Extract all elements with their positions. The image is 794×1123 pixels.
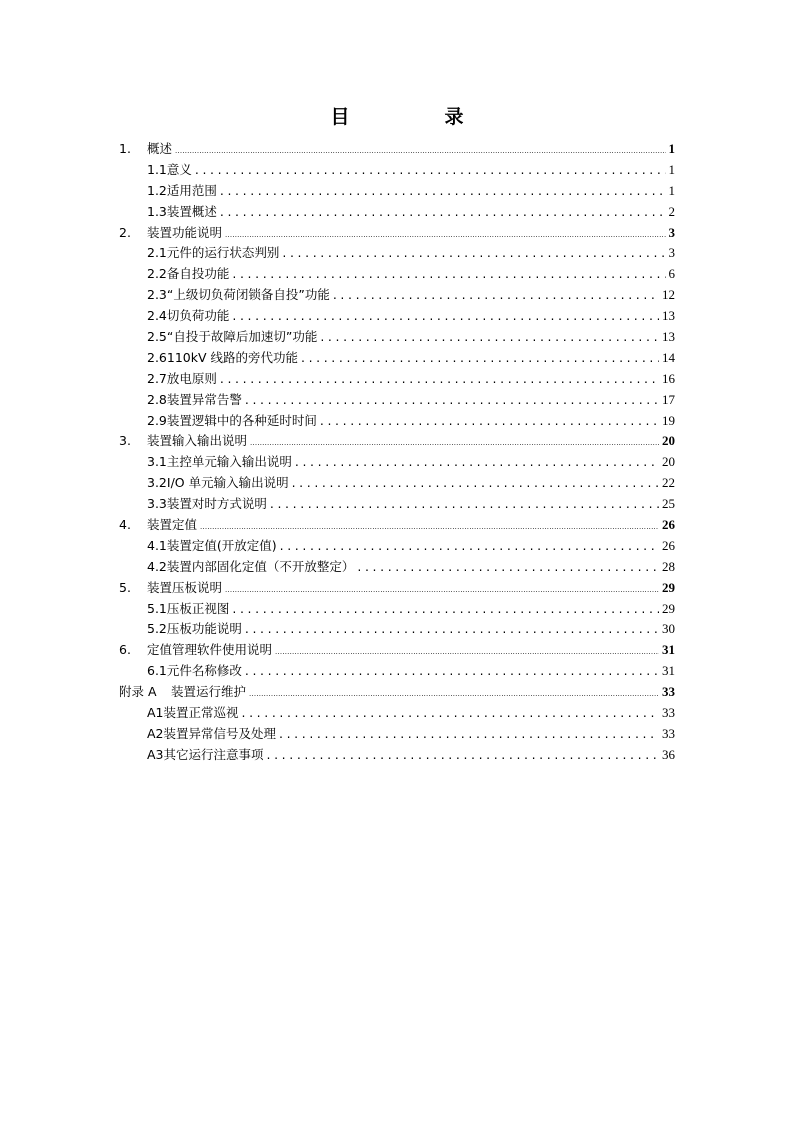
toc-entry-title: 装置异常告警 [166, 391, 242, 407]
dot-leader [195, 160, 666, 181]
toc-entry-title: 主控单元输入输出说明 [166, 454, 292, 470]
toc-page-number: 33 [662, 705, 675, 721]
toc-entry-number: 附录 A [119, 684, 157, 700]
toc-section-entry[interactable] [119, 557, 675, 578]
toc-entry-number: 5.1 [147, 600, 167, 616]
toc-section-entry[interactable] [119, 703, 675, 724]
toc-entry-title: 装置异常信号及处理 [163, 725, 277, 741]
toc-chapter-entry[interactable] [119, 139, 675, 160]
toc-entry-number: 2.2 [147, 266, 167, 282]
toc-entry-number: 2.8 [147, 391, 167, 407]
dot-leader [267, 745, 659, 766]
toc-section-entry[interactable] [119, 285, 675, 306]
dot-leader [275, 642, 659, 663]
toc-entry-number: 2.1 [147, 245, 167, 261]
toc-page-number: 2 [668, 203, 675, 219]
toc-chapter-entry[interactable] [119, 515, 675, 536]
toc-entry-number: 2.4 [147, 308, 167, 324]
toc-page-number: 29 [662, 600, 675, 616]
dot-leader [270, 494, 659, 515]
dot-leader [220, 181, 666, 202]
toc-entry-title: 元件名称修改 [166, 663, 242, 679]
dot-leader [320, 411, 659, 432]
toc-entry-title: 适用范围 [166, 182, 217, 198]
dot-leader [320, 327, 659, 348]
toc-entry-number: 3.2 [147, 475, 167, 491]
toc-entry-title: 装置正常巡视 [163, 705, 239, 721]
toc-page-number: 17 [662, 391, 675, 407]
toc-page-number: 19 [662, 412, 675, 428]
toc-section-entry[interactable] [119, 369, 675, 390]
toc-page-number: 36 [662, 746, 675, 762]
toc-entry-title: 装置对时方式说明 [166, 496, 267, 512]
dot-leader [279, 724, 659, 745]
toc-entry-number: 3.1 [147, 454, 167, 470]
toc-page-number: 31 [662, 642, 675, 658]
toc-entry-number: 1.1 [147, 161, 167, 177]
toc-page-number: 28 [662, 558, 675, 574]
toc-page-number: 20 [662, 433, 675, 449]
toc-entry-title: “上级切负荷闭锁备自投”功能 [166, 287, 330, 303]
toc-entry-number: 4.2 [147, 558, 167, 574]
toc-section-entry[interactable] [119, 599, 675, 620]
toc-section-entry[interactable] [119, 327, 675, 348]
dot-leader [232, 264, 665, 285]
toc-entry-number: 4. [119, 517, 131, 533]
toc-section-entry[interactable] [119, 306, 675, 327]
toc-page-number: 25 [662, 496, 675, 512]
toc-chapter-entry[interactable] [119, 431, 675, 452]
toc-page-number: 6 [668, 266, 675, 282]
toc-section-entry[interactable] [119, 181, 675, 202]
toc-section-entry[interactable] [119, 390, 675, 411]
toc-entry-number: 2.9 [147, 412, 167, 428]
toc-section-entry[interactable] [119, 348, 675, 369]
toc-entry-number: 2.3 [147, 287, 167, 303]
toc-page-number: 3 [668, 245, 675, 261]
toc-entry-number: 1.3 [147, 203, 167, 219]
toc-entry-title: 装置压板说明 [147, 579, 223, 595]
toc-entry-title: 压板功能说明 [166, 621, 242, 637]
toc-entry-title: 放电原则 [166, 370, 217, 386]
dot-leader [245, 619, 659, 640]
toc-chapter-entry[interactable] [119, 640, 675, 661]
toc-section-entry[interactable] [119, 473, 675, 494]
toc-entry-number: 2. [119, 224, 131, 240]
toc-section-entry[interactable] [119, 536, 675, 557]
dot-leader [282, 243, 665, 264]
toc-page-number: 22 [662, 475, 675, 491]
toc-entry-number: 4.1 [147, 537, 167, 553]
toc-entry-title: 装置内部固化定值（不开放整定） [166, 558, 355, 574]
toc-entry-number: 5. [119, 579, 131, 595]
toc-section-entry[interactable] [119, 494, 675, 515]
toc-section-entry[interactable] [119, 724, 675, 745]
dot-leader [242, 703, 659, 724]
toc-page-number: 26 [662, 537, 675, 553]
toc-section-entry[interactable] [119, 243, 675, 264]
toc-entry-title: 装置运行维护 [171, 684, 247, 700]
toc-entry-number: A3 [147, 746, 164, 762]
dot-leader [225, 225, 665, 246]
toc-page-number: 13 [662, 308, 675, 324]
toc-page-number: 31 [662, 663, 675, 679]
toc-chapter-entry[interactable] [119, 223, 675, 244]
toc-entry-title: 装置逻辑中的各种延时时间 [166, 412, 317, 428]
dot-leader [225, 580, 659, 601]
toc-page-number: 1 [668, 182, 675, 198]
dot-leader [301, 348, 659, 369]
toc-entry-number: A1 [147, 705, 164, 721]
toc-page-number: 13 [662, 329, 675, 345]
toc-entry-number: 2.7 [147, 370, 167, 386]
toc-entry-title: 元件的运行状态判别 [166, 245, 280, 261]
dot-leader [245, 661, 659, 682]
toc-page-number: 29 [662, 579, 675, 595]
toc-page-number: 14 [662, 349, 675, 365]
toc-page-number: 33 [662, 684, 675, 700]
page-title: 目 录 [330, 106, 502, 128]
dot-leader [220, 369, 659, 390]
toc-page-number: 1 [668, 141, 675, 156]
toc-entry-title: 其它运行注意事项 [163, 746, 264, 762]
dot-leader [175, 141, 665, 162]
toc-page-number: 1 [668, 161, 675, 177]
toc-entry-title: 定值管理软件使用说明 [147, 642, 273, 658]
toc-entry-number: 2.5 [147, 329, 167, 345]
dot-leader [357, 557, 659, 578]
toc-entry-title: 意义 [166, 161, 192, 177]
toc-section-entry[interactable] [119, 745, 675, 766]
toc-entry-title: 110kV 线路的旁代功能 [166, 349, 299, 365]
toc-page-number: 26 [662, 517, 675, 533]
toc-entry-number: 1.2 [147, 182, 167, 198]
toc-entry-number: 3. [119, 433, 131, 449]
toc-section-entry[interactable] [119, 264, 675, 285]
dot-leader [249, 684, 659, 705]
toc-entry-title: 装置输入输出说明 [147, 433, 248, 449]
toc-page-number: 12 [662, 287, 675, 303]
toc-page-number: 20 [662, 454, 675, 470]
dot-leader [200, 517, 659, 538]
toc-entry-title: 装置功能说明 [147, 224, 223, 240]
toc-entry-title: 装置定值 [147, 517, 198, 533]
toc-section-entry[interactable] [119, 452, 675, 473]
toc-entry-title: 装置定值(开放定值) [166, 537, 277, 553]
toc-entry-title: 备自投功能 [166, 266, 230, 282]
toc-entry-number: A2 [147, 725, 164, 741]
toc-entry-number: 6.1 [147, 663, 167, 679]
toc-entry-number: 3.3 [147, 496, 167, 512]
toc-chapter-entry[interactable] [119, 578, 675, 599]
dot-leader [295, 452, 659, 473]
dot-leader [232, 306, 659, 327]
toc-entry-title: 切负荷功能 [166, 308, 230, 324]
dot-leader [292, 473, 659, 494]
toc-entry-title: 装置概述 [166, 203, 217, 219]
toc-entry-title: “自投于故障后加速切”功能 [166, 329, 318, 345]
toc-page-number: 3 [668, 224, 675, 240]
dot-leader [232, 599, 659, 620]
table-of-contents [119, 139, 675, 766]
toc-section-entry[interactable] [119, 661, 675, 682]
toc-section-entry[interactable] [119, 202, 675, 223]
toc-page-number: 30 [662, 621, 675, 637]
dot-leader [245, 390, 659, 411]
toc-entry-number: 1. [119, 141, 131, 156]
toc-section-entry[interactable] [119, 619, 675, 640]
toc-section-entry[interactable] [119, 411, 675, 432]
toc-entry-number: 5.2 [147, 621, 167, 637]
toc-entry-number: 6. [119, 642, 131, 658]
dot-leader [280, 536, 659, 557]
toc-chapter-entry[interactable] [119, 682, 675, 703]
toc-section-entry[interactable] [119, 160, 675, 181]
dot-leader [250, 433, 659, 454]
toc-page-number: 33 [662, 725, 675, 741]
dot-leader [333, 285, 659, 306]
toc-entry-title: 压板正视图 [166, 600, 230, 616]
dot-leader [220, 202, 666, 223]
toc-entry-title: I/O 单元输入输出说明 [166, 475, 289, 491]
toc-entry-number: 2.6 [147, 349, 167, 365]
toc-entry-title: 概述 [147, 141, 173, 156]
toc-page-number: 16 [662, 370, 675, 386]
